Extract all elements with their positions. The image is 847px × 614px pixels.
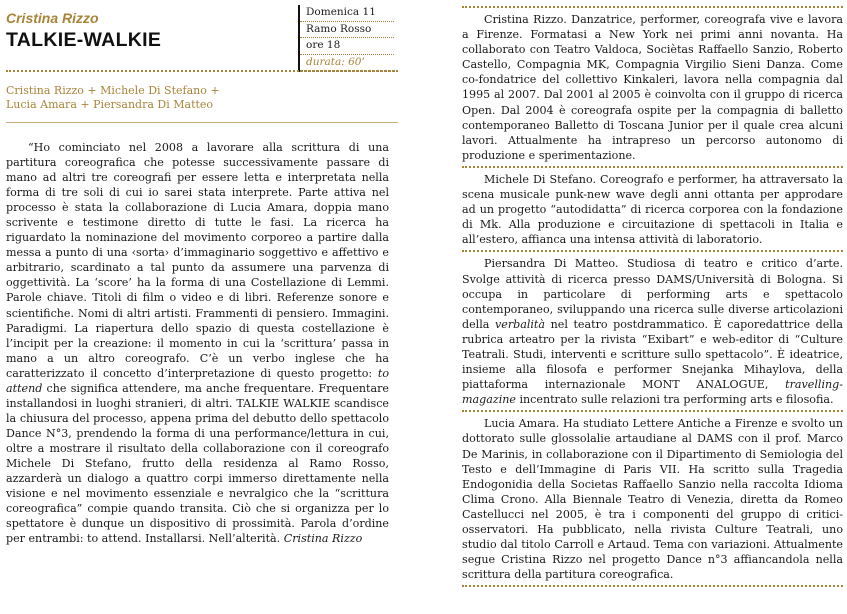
bio-dimatteo-part-a: Piersandra Di Matteo. Studiosa di teatro e critico d’arte. Svolge attività di ricerca presso DAMS/Università di Bologna. Si occupa in particolare di performing arts e spettacolo contemporaneo, sviluppando una ricerca sulle diverse articolazioni della xyxy=(462,257,843,331)
biographies-column xyxy=(462,6,843,587)
bio-dimatteo xyxy=(462,252,843,410)
bio-distefano-text: Michele Di Stefano. Coreografo e performer, ha attraversato la scena musicale punk-new wave degli anni ottanta per approdare ad un progetto “autodidatta” di ricerca corporea con la fondazione di Mk. Alla produzione e circuitazione di spettacoli in Italia e all’estero, affianca una intensa attività di laboratorio. xyxy=(462,172,843,247)
essay-paragraph xyxy=(6,140,389,546)
bio-dimatteo-italic-2: travelling-magazine xyxy=(462,378,843,407)
bio-amara-text: Lucia Amara. Ha studiato Lettere Antiche a Firenze e svolto un dottorato sulle glossolalie artaudiane al DAMS con il prof. Marco De Marinis, in collaborazione con il Dipartimento di Semiologia del Testo e dell’Immagine di Paris VII. Ha scritto sulla Tragedia Endogonidia della Societas Raffaello Sanzio nella raccolta Idioma Clima Crono. Alla Biennale Teatro di Venezia, diretta da Romeo Castellucci nel 2005, è tra i componenti del gruppo di critici-osservatori. Ha pubblicato, nella rivista Culture Teatrali, uno studio dal titolo Carroll e Artaud. Tema con variazioni. Attualmente segue Cristina Rizzo nel progetto Dance n°3 affiancandola nella scrittura della partitura coreografica. xyxy=(462,417,843,582)
bio-dimatteo-part-b: nel teatro postdrammatico. È caporedattrice della rubrica arteatro per la rivista “Exibart” e web-editor di “Culture Teatrali. Studi, interventi e scritture sullo spettacolo”. È ideatrice, insieme alla filosofa e performer Snejanka Mihaylova, della piattaforma internazionale MONT ANALOGUE, xyxy=(462,317,843,392)
bio-rizzo-text: Cristina Rizzo. Danzatrice, performer, coreografa vive e lavora a Firenze. Formatasi a New York nei primi anni novanta. Ha collaborato con Teatro Valdoca, Sociètas Raffaello Sanzio, Roberto Castello, Compagnia MK, Compagnia Virgilio Sieni Danza. Come co-fondatrice del collettivo Kinkaleri, lavora nella compagnia dal 1995 al 2007. Dal 2001 al 2005 è coinvolta con il gruppo di ricerca Open. Dal 2004 è coreografa ospite per la compagnia di balletto contemporaneo Balletto di Toscana Junior per il quale crea alcuni lavori. Attualmente ha intrapreso un percorso autonomo di produzione e sperimentazione. xyxy=(462,13,843,162)
event-day: Domenica 11 xyxy=(300,5,394,22)
bio-dimatteo-text xyxy=(462,256,843,407)
essay-signature: Cristina Rizzo xyxy=(283,532,363,546)
performers-divider xyxy=(6,122,398,123)
performers-credit xyxy=(6,84,389,112)
event-venue: Ramo Rosso xyxy=(300,22,394,39)
performers-line-1: Cristina Rizzo + Michele Di Stefano + xyxy=(6,84,220,97)
bio-dimatteo-part-c: incentrato sulle relazioni tra performing arts e filosofia. xyxy=(515,393,834,407)
event-info-box xyxy=(298,5,394,72)
performers-line-2: Lucia Amara + Piersandra Di Matteo xyxy=(6,98,214,111)
header-divider xyxy=(6,70,398,72)
essay-part-2: che significa attendere, ma anche frequentare. Frequentare installandosi in luoghi stranieri, di altri. TALKIE WALKIE scandisce la chiusura del processo, appena prima del debutto dello spettacolo Dance N°3, prendendo la forma di una performance/lettura in cui, oltre a mostrare il risultato della collaborazione con il coreografo Michele Di Stefano, frutto della residenza al Ramo Rosso, azzarderà un dialogo a quattro corpi immerso direttamente nella visione e nel movimento essenziale e nevralgico che la “scrittura coreografica” compie quando transita. Ciò che si organizza per lo spettatore è dunque un dispositivo di prossimità. Parola d’ordine per entrambi: to attend. Installarsi. Nell’alterità. xyxy=(6,381,389,546)
essay-text xyxy=(6,140,389,546)
bio-dimatteo-italic-1: verbalità xyxy=(494,317,546,331)
bio-distefano xyxy=(462,168,843,250)
artist-name: Cristina Rizzo xyxy=(6,10,99,26)
event-duration: durata: 60’ xyxy=(300,55,394,73)
event-time: ore 18 xyxy=(300,38,394,55)
essay-italic-term: to attend xyxy=(6,366,389,395)
bio-amara xyxy=(462,412,843,585)
bio-rizzo xyxy=(462,8,843,166)
show-title: TALKIE-WALKIE xyxy=(6,29,162,51)
bio-divider xyxy=(462,585,843,587)
essay-part-1: “Ho cominciato nel 2008 a lavorare alla scrittura di una partitura coreografica che potesse successivamente passare di mano ad altri tre coreografi per essere letta e interpretata nella forma di tre soli di cui io sarei stata interprete. Parte attiva nel processo è stata la collaborazione di Lucia Amara, doppia mano scrivente e testimone diretto di tutte le fasi. La ricerca ha riguardato la nominazione del movimento corporeo a partire dalla messa a punto di una ‹sorta› d’immaginario soggettivo e affettivo e arbitrario, scardinato a tal punto da assumere una parvenza di oggettività. La ‘score’ ha la forma di una Costellazione di Lemmi. Parole chiave. Titoli di film o video e di libri. Referenze sonore e scientifiche. Nomi di altri artisti. Frammenti di pensiero. Immagini. Paradigmi. La riapertura dello spazio di questa costellazione è l’incipit per la creazione: il momento in cui la ‘scrittura’ passa in mano a un altro coreografo. C’è un verbo inglese che ha caratterizzato il concetto d’interpretazione di questo progetto: xyxy=(6,141,389,380)
event-column xyxy=(6,5,389,546)
